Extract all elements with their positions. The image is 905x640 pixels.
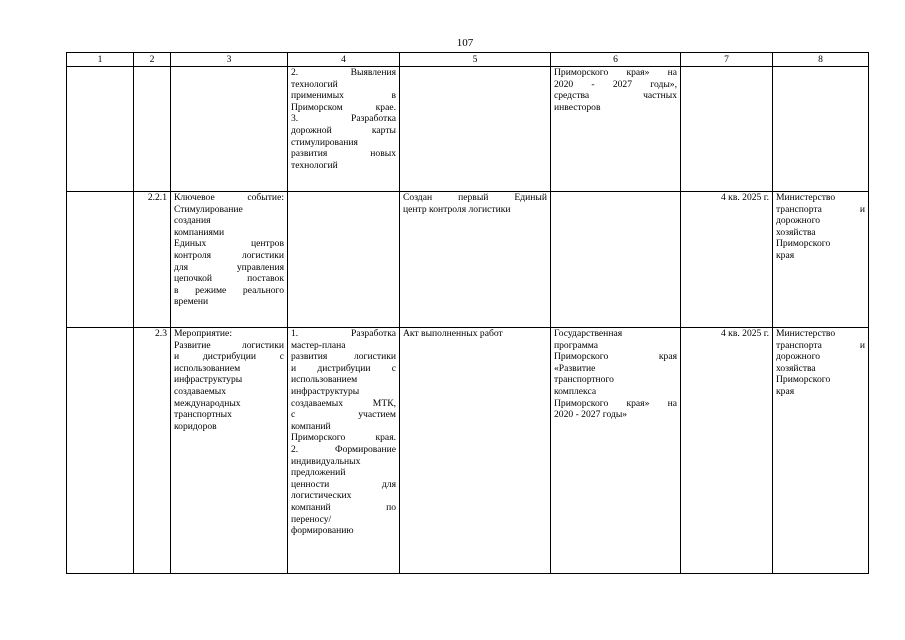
cell-text-line: средства частных bbox=[554, 90, 677, 102]
table-row bbox=[67, 328, 869, 574]
cell-text-line: коридоров bbox=[174, 420, 217, 432]
col-header: 5 bbox=[400, 53, 551, 67]
cell-text-line: индивидуальных bbox=[291, 455, 361, 467]
cell-text-line: Приморского края. bbox=[291, 432, 396, 444]
cell-responsible bbox=[773, 192, 869, 328]
cell-responsible bbox=[773, 67, 869, 192]
cell-text-line: Развитие логистики bbox=[174, 339, 284, 351]
cell-text-line: 3. Разработка bbox=[291, 113, 396, 125]
cell-text-line: инфраструктуры bbox=[174, 374, 243, 386]
col-header: 3 bbox=[171, 53, 288, 67]
cell-text-line: инвесторов bbox=[554, 101, 601, 113]
col-header: 4 bbox=[288, 53, 400, 67]
cell-text-line: использованием bbox=[174, 362, 241, 374]
cell-text-line: края bbox=[776, 249, 795, 261]
cell-text-line: создаваемых МТК, bbox=[291, 397, 396, 409]
cell-text-line: стимулирования bbox=[291, 136, 358, 148]
cell-text-line: 1. Разработка bbox=[291, 328, 396, 339]
cell-funding bbox=[551, 192, 681, 328]
cell-result bbox=[400, 328, 551, 574]
cell-text-line: и дистрибуции с bbox=[174, 351, 284, 363]
cell-text-line: компаний bbox=[291, 420, 331, 432]
cell-text-line: Министерство bbox=[776, 328, 836, 339]
col-header: 7 bbox=[681, 53, 773, 67]
cell-result bbox=[400, 67, 551, 192]
cell-text-line: контроля логистики bbox=[174, 249, 284, 261]
cell-text-line: применимых в bbox=[291, 90, 396, 102]
cell-text-line: программа bbox=[554, 339, 599, 351]
plan-table bbox=[66, 52, 869, 574]
cell-text-line: предложений bbox=[291, 467, 346, 479]
cell-description bbox=[171, 67, 288, 192]
cell-text-line: и дистрибуции с bbox=[291, 362, 396, 374]
cell-actions bbox=[288, 328, 400, 574]
cell-col1 bbox=[67, 67, 134, 192]
cell-actions bbox=[288, 192, 400, 328]
cell-text-line: дорожного bbox=[776, 351, 821, 363]
cell-text-line: компаний по bbox=[291, 501, 396, 513]
col-header: 1 bbox=[67, 53, 134, 67]
cell-number: 2.3 bbox=[134, 328, 171, 574]
cell-text-line: в режиме реального bbox=[174, 284, 284, 296]
cell-text-line: международных bbox=[174, 397, 241, 409]
cell-deadline: 4 кв. 2025 г. bbox=[681, 192, 773, 328]
cell-text-line: Ключевое событие: bbox=[174, 192, 284, 203]
cell-text-line: транспортных bbox=[174, 409, 232, 421]
cell-text-line: Приморского края» на bbox=[554, 67, 677, 78]
cell-text-line: хозяйства bbox=[776, 362, 816, 374]
cell-text-line: транспорта и bbox=[776, 339, 865, 351]
cell-text-line: Приморского bbox=[776, 374, 831, 386]
cell-text-line: развития новых bbox=[291, 148, 396, 160]
cell-text-line: 2020 - 2027 годы», bbox=[554, 78, 677, 90]
cell-actions bbox=[288, 67, 400, 192]
cell-text-line: технологий bbox=[291, 78, 338, 90]
cell-text-line: технологий bbox=[291, 159, 338, 171]
cell-text-line: Приморского края» на bbox=[554, 397, 677, 409]
cell-text-line: создаваемых bbox=[174, 385, 227, 397]
cell-text-line: края bbox=[776, 385, 795, 397]
cell-text-line: развития логистики bbox=[291, 351, 396, 363]
cell-text-line: 2. Выявления bbox=[291, 67, 396, 78]
cell-description bbox=[171, 192, 288, 328]
cell-text-line: Мероприятие: bbox=[174, 328, 232, 339]
cell-text-line: центр контроля логистики bbox=[403, 203, 511, 215]
cell-text-line: комплекса bbox=[554, 385, 597, 397]
col-header: 6 bbox=[551, 53, 681, 67]
cell-text-line: для управления bbox=[174, 261, 284, 273]
cell-number: 2.2.1 bbox=[134, 192, 171, 328]
cell-responsible bbox=[773, 328, 869, 574]
cell-text-line: Единых центров bbox=[174, 238, 284, 250]
cell-text-line: хозяйства bbox=[776, 226, 816, 238]
cell-text-line: 2. Формирование bbox=[291, 443, 396, 455]
cell-text-line: Создан первый Единый bbox=[403, 192, 547, 203]
cell-text-line: транспорта и bbox=[776, 203, 865, 215]
cell-text-line: компаниями bbox=[174, 226, 225, 238]
cell-text-line: времени bbox=[174, 296, 209, 308]
cell-col1 bbox=[67, 192, 134, 328]
cell-text-line: дорожного bbox=[776, 215, 821, 227]
cell-text-line: инфраструктуры bbox=[291, 385, 360, 397]
cell-text-line: Акт выполненных работ bbox=[403, 328, 503, 339]
cell-text-line: мастер-плана bbox=[291, 339, 346, 351]
cell-text-line: Приморского bbox=[776, 238, 831, 250]
table-row bbox=[67, 67, 869, 192]
cell-text-line: цепочкой поставок bbox=[174, 273, 284, 285]
cell-text-line: транспортного bbox=[554, 374, 614, 386]
cell-text-line: Министерство bbox=[776, 192, 836, 203]
cell-deadline bbox=[681, 67, 773, 192]
cell-text-line: Приморского края bbox=[554, 351, 677, 363]
cell-deadline: 4 кв. 2025 г. bbox=[681, 328, 773, 574]
table-row bbox=[67, 192, 869, 328]
cell-funding bbox=[551, 328, 681, 574]
header-row bbox=[67, 53, 869, 67]
cell-text-line: дорожной карты bbox=[291, 124, 396, 136]
cell-text-line: 2020 - 2027 годы» bbox=[554, 409, 628, 421]
cell-text-line: использованием bbox=[291, 374, 358, 386]
cell-text-line: переносу/ bbox=[291, 513, 332, 525]
cell-text-line: Государственная bbox=[554, 328, 623, 339]
cell-text-line: с участием bbox=[291, 409, 396, 421]
cell-col1 bbox=[67, 328, 134, 574]
col-header: 8 bbox=[773, 53, 869, 67]
cell-number bbox=[134, 67, 171, 192]
cell-description bbox=[171, 328, 288, 574]
col-header: 2 bbox=[134, 53, 171, 67]
cell-text-line: логистических bbox=[291, 490, 352, 502]
cell-result bbox=[400, 192, 551, 328]
cell-text-line: ценности для bbox=[291, 478, 396, 490]
cell-funding bbox=[551, 67, 681, 192]
cell-text-line: Стимулирование bbox=[174, 203, 243, 215]
page-number: 107 bbox=[456, 37, 474, 49]
cell-text-line: «Развитие bbox=[554, 362, 596, 374]
cell-text-line: Приморском крае. bbox=[291, 101, 396, 113]
cell-text-line: создания bbox=[174, 215, 211, 227]
cell-text-line: формированию bbox=[291, 525, 354, 537]
